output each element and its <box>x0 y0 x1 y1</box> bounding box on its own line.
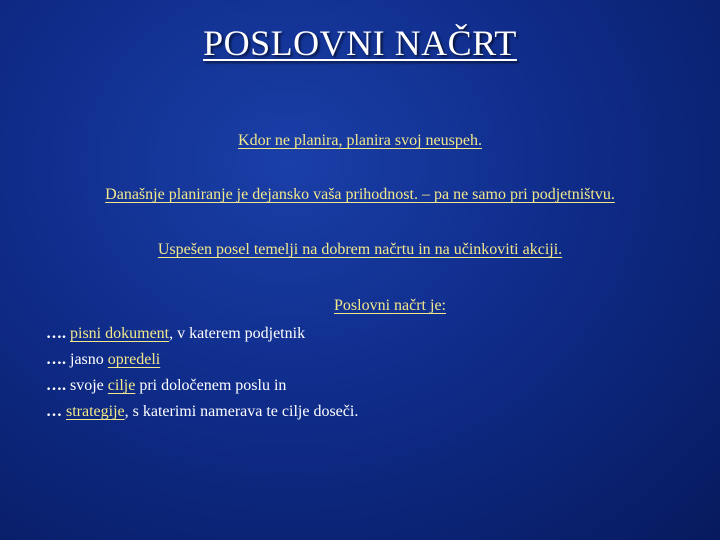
keyword: pisni dokument <box>70 325 170 342</box>
keyword: cilje <box>107 377 136 394</box>
keyword: opredeli <box>107 351 161 368</box>
quote-line-1: Kdor ne planira, planira svoj neuspeh. <box>238 132 482 149</box>
ellipsis-bullet: …. <box>46 325 66 342</box>
item-text: jasno <box>70 351 108 368</box>
ellipsis-bullet: …. <box>46 351 66 368</box>
quote-line-3: Uspešen posel temelji na dobrem načrtu in na učinkoviti akciji. <box>157 241 563 258</box>
slide-title: POSLOVNI NAČRT <box>203 23 517 63</box>
list-item <box>46 377 686 403</box>
item-text: svoje <box>70 377 108 394</box>
ellipsis-bullet: … <box>46 403 62 420</box>
ellipsis-bullet: …. <box>46 377 66 394</box>
item-text: pri določenem poslu in <box>135 377 287 394</box>
quote-line-2: Današnje planiranje je dejansko vaša prihodnost. – pa ne samo pri podjetništvu. <box>105 186 615 203</box>
keyword: strategije <box>66 403 125 420</box>
definition-heading: Poslovni načrt je: <box>334 297 446 314</box>
list-item <box>46 403 686 429</box>
definition-list <box>46 325 686 429</box>
item-text: , s katerimi namerava te cilje doseči. <box>124 403 359 420</box>
list-item <box>46 351 686 377</box>
list-item <box>46 325 686 351</box>
item-text: , v katerem podjetnik <box>169 325 306 342</box>
